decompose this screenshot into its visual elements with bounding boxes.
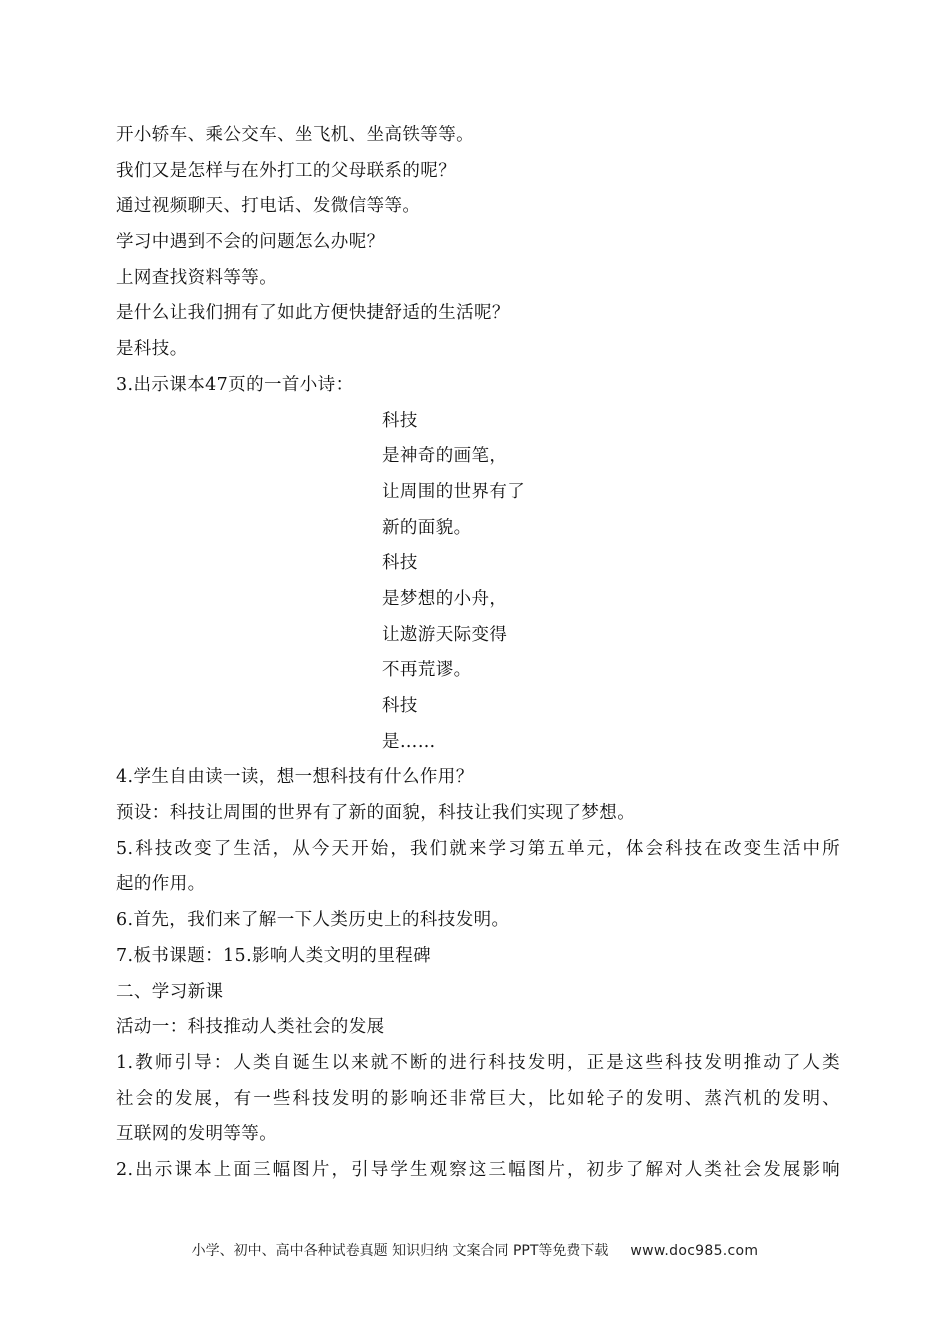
text-line: 开小轿车、乘公交车、坐飞机、坐高铁等等。 xyxy=(116,125,474,145)
section-heading: 二、学习新课 xyxy=(116,981,224,1002)
page-footer xyxy=(0,1240,950,1260)
text-line: 是什么让我们拥有了如此方便快捷舒适的生活呢？ xyxy=(116,303,510,324)
text-line: 我们又是怎样与在外打工的父母联系的呢？ xyxy=(116,160,457,181)
text-line: 5.科技改变了生活，从今天开始，我们就来学习第五单元，体会科技在改变生活中所 xyxy=(116,838,840,859)
poem xyxy=(116,404,840,761)
text-line: 1.教师引导：人类自诞生以来就不断的进行科技发明，正是这些科技发明推动了人类 xyxy=(116,1052,840,1073)
text-line: 通过视频聊天、打电话、发微信等等。 xyxy=(116,196,421,217)
text-line: 4.学生自由读一读，想一想科技有什么作用？ xyxy=(116,767,474,788)
text-line: 2.出示课本上面三幅图片，引导学生观察这三幅图片，初步了解对人类社会发展影响 xyxy=(116,1159,840,1180)
text-line: 社会的发展，有一些科技发明的影响还非常巨大，比如轮子的发明、蒸汽机的发明、 xyxy=(116,1088,840,1109)
footer-site-link[interactable]: www.doc985.com xyxy=(630,1243,759,1259)
poem-line: 是神奇的画笔， xyxy=(382,446,508,467)
poem-line: 是梦想的小舟， xyxy=(382,588,508,609)
text-line: 7.板书课题：15.影响人类文明的里程碑 xyxy=(116,945,432,966)
text-line: 3.出示课本47页的一首小诗： xyxy=(116,374,354,395)
text-line: 起的作用。 xyxy=(116,874,206,895)
text-line: 学习中遇到不会的问题怎么办呢？ xyxy=(116,232,385,253)
poem-line: 科技 xyxy=(382,410,418,431)
document-body xyxy=(116,118,840,1189)
poem-line: 不再荒谬。 xyxy=(382,660,472,681)
footer-text: 小学、初中、高中各种试卷真题 知识归纳 文案合同 PPT等免费下载 xyxy=(191,1243,609,1259)
poem-line: 科技 xyxy=(382,553,418,574)
poem-line: 是…… xyxy=(382,731,436,752)
poem-line: 新的面貌。 xyxy=(382,517,472,538)
poem-line: 让周围的世界有了 xyxy=(382,481,526,502)
activity-heading: 活动一：科技推动人类社会的发展 xyxy=(116,1017,385,1038)
text-line: 上网查找资料等等。 xyxy=(116,267,278,288)
text-line: 互联网的发明等等。 xyxy=(116,1124,278,1145)
text-line: 是科技。 xyxy=(116,339,188,360)
text-line: 6.首先，我们来了解一下人类历史上的科技发明。 xyxy=(116,910,510,931)
text-line: 预设：科技让周围的世界有了新的面貌，科技让我们实现了梦想。 xyxy=(116,803,636,824)
poem-line: 让遨游天际变得 xyxy=(382,624,508,645)
poem-line: 科技 xyxy=(382,696,418,716)
